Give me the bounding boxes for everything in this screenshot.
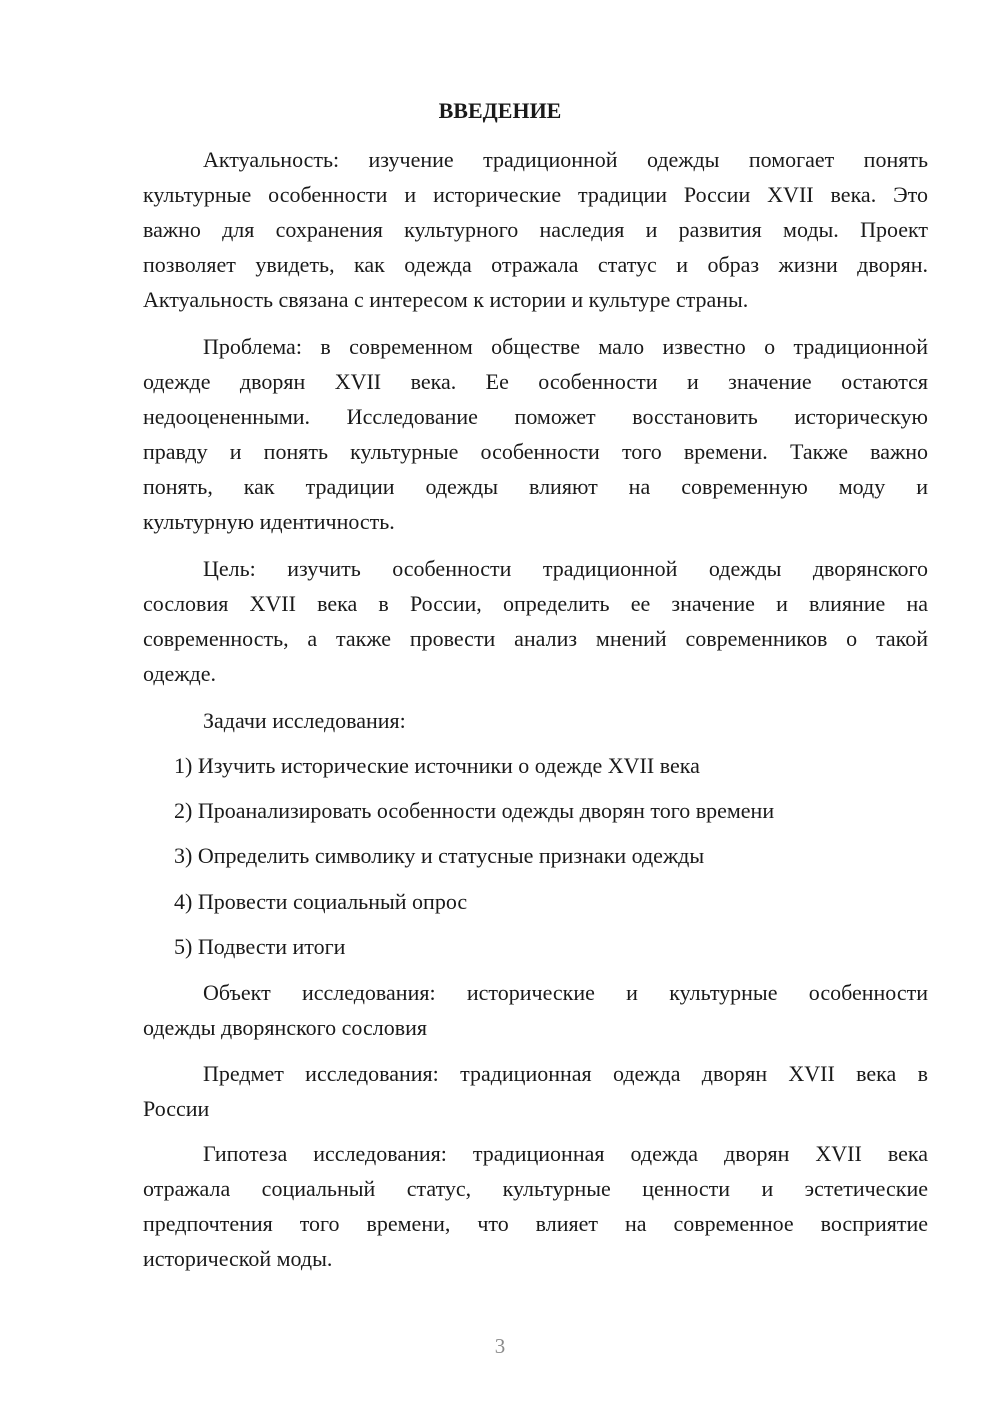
paragraph-line: сословия XVII века в России, определить ее значение и влияние на [143, 591, 928, 616]
paragraph-line: Актуальность: изучение традиционной одежды помогает понять [203, 147, 928, 172]
paragraph-line: Проблема: в современном обществе мало известно о традиционной [203, 334, 928, 359]
paragraph-line: понять, как традиции одежды влияют на современную моду и [143, 474, 928, 499]
object-line: одежды дворянского сословия [143, 1015, 427, 1040]
hypothesis-line: исторической моды. [143, 1246, 333, 1271]
object-line: Объект исследования: исторические и культурные особенности [203, 980, 928, 1005]
paragraph-line: современность, а также провести анализ мнений современников о такой [143, 626, 928, 651]
task-item: 4) Провести социальный опрос [174, 889, 468, 914]
paragraph-line: важно для сохранения культурного наследия и развития моды. Проект [143, 217, 928, 242]
task-item: 2) Проанализировать особенности одежды дворян того времени [174, 798, 775, 823]
section-title: ВВЕДЕНИЕ [438, 98, 562, 123]
paragraph-line: Цель: изучить особенности традиционной одежды дворянского [203, 556, 928, 581]
paragraph-line: правду и понять культурные особенности того времени. Также важно [143, 439, 928, 464]
task-item: 5) Подвести итоги [174, 934, 346, 959]
page-number: 3 [494, 1334, 506, 1358]
task-item: 3) Определить символику и статусные признаки одежды [174, 843, 705, 868]
paragraph-line: культурные особенности и исторические традиции России XVII века. Это [143, 182, 928, 207]
hypothesis-line: отражала социальный статус, культурные ценности и эстетические [143, 1176, 928, 1201]
subject-line: Предмет исследования: традиционная одежда дворян XVII века в [203, 1061, 928, 1086]
paragraph-line: одежде. [143, 661, 216, 686]
paragraph-line: одежде дворян XVII века. Ее особенности и значение остаются [143, 369, 928, 394]
paragraph-line: Актуальность связана с интересом к истории и культуре страны. [143, 287, 749, 312]
tasks-heading: Задачи исследования: [203, 708, 406, 733]
subject-line: России [143, 1096, 210, 1121]
task-item: 1) Изучить исторические источники о одежде XVII века [174, 753, 700, 778]
paragraph-line: культурную идентичность. [143, 509, 395, 534]
hypothesis-line: Гипотеза исследования: традиционная одежда дворян XVII века [203, 1141, 928, 1166]
paragraph-line: позволяет увидеть, как одежда отражала статус и образ жизни дворян. [143, 252, 928, 277]
hypothesis-line: предпочтения того времени, что влияет на современное восприятие [143, 1211, 928, 1236]
paragraph-line: недооцененными. Исследование поможет восстановить историческую [143, 404, 928, 429]
